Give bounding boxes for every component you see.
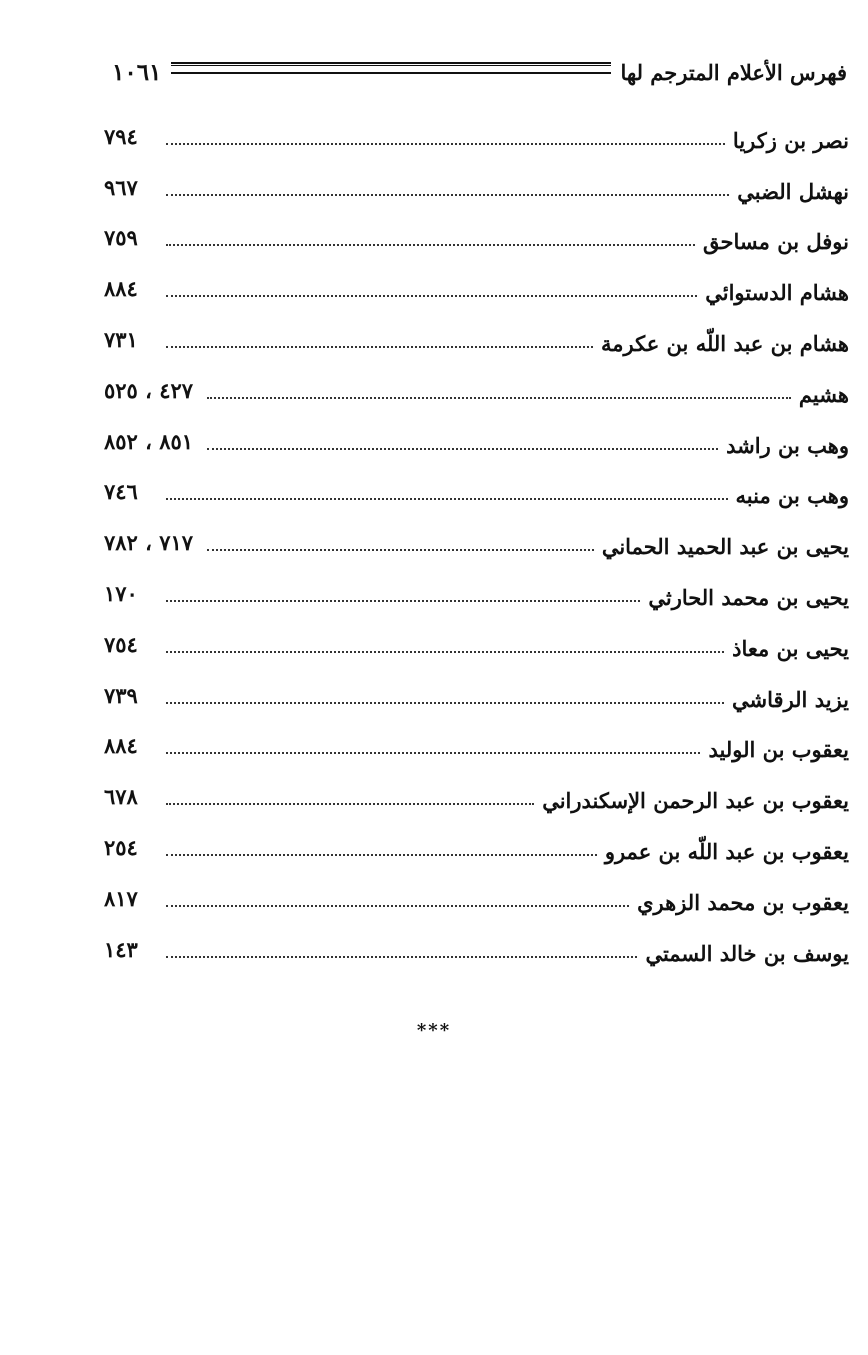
- entry-name: يعقوب بن عبد اللّه بن عمرو: [604, 838, 849, 864]
- index-entries: [104, 106, 849, 970]
- entry-name: نوفل بن مساحق: [703, 229, 849, 255]
- entry-pages: ١٧٠: [104, 580, 138, 606]
- index-entry: [104, 817, 849, 868]
- entry-pages: ٦٧٨: [104, 784, 138, 810]
- entry-pages: ٤٢٧ ، ٥٢٥: [104, 377, 194, 403]
- index-entry: [104, 106, 849, 157]
- index-entry: [104, 258, 849, 309]
- entry-pages: ٧٣١: [104, 326, 138, 352]
- dot-leader: [166, 955, 637, 958]
- end-ornament: ***: [416, 1020, 452, 1041]
- index-entry: [104, 665, 849, 716]
- entry-pages: ٨٥١ ، ٨٥٢: [104, 428, 194, 454]
- entry-name: يحيى بن عبد الحميد الحماني: [601, 534, 849, 560]
- dot-leader: [166, 294, 697, 297]
- dot-leader: [166, 904, 629, 907]
- dot-leader: [166, 497, 728, 500]
- dot-leader: [166, 599, 640, 602]
- entry-pages: ٧٥٤: [104, 631, 138, 657]
- index-entry: [104, 208, 849, 259]
- entry-name: يعقوب بن محمد الزهري: [637, 889, 849, 915]
- dot-leader: [166, 701, 724, 704]
- index-entry: [104, 563, 849, 614]
- index-entry: [104, 462, 849, 513]
- entry-pages: ٨١٧: [104, 885, 138, 911]
- page-header: [112, 52, 847, 92]
- entry-name: يعقوب بن عبد الرحمن الإسكندراني: [542, 788, 849, 814]
- entry-pages: ٨٨٤: [104, 733, 138, 759]
- index-entry: [104, 512, 849, 563]
- entry-name: يحيى بن معاذ: [732, 635, 849, 661]
- dot-leader: [166, 751, 700, 754]
- dot-leader: [166, 142, 725, 145]
- entry-pages: ٧١٧ ، ٧٨٢: [104, 530, 194, 556]
- index-entry: [104, 868, 849, 919]
- page-number: ١٠٦١: [112, 58, 162, 86]
- entry-pages: ٧٥٩: [104, 225, 138, 251]
- entry-name: هشام بن عبد اللّه بن عكرمة: [601, 330, 849, 356]
- entry-name: يعقوب بن الوليد: [708, 737, 849, 763]
- entry-name: يحيى بن محمد الحارثي: [648, 584, 849, 610]
- entry-pages: ١٤٣: [104, 936, 138, 962]
- index-entry: [104, 919, 849, 970]
- dot-leader: [166, 243, 695, 246]
- entry-pages: ٧٣٩: [104, 682, 138, 708]
- dot-leader: [166, 650, 724, 653]
- dot-leader: [207, 447, 718, 450]
- index-entry: [104, 157, 849, 208]
- index-entry: [104, 614, 849, 665]
- entry-name: وهب بن منبه: [735, 483, 849, 509]
- entry-pages: ٧٤٦: [104, 479, 138, 505]
- entry-pages: ٨٨٤: [104, 276, 138, 302]
- entry-name: يوسف بن خالد السمتي: [645, 940, 849, 966]
- page-title: فهرس الأعلام المترجم لها: [620, 59, 847, 85]
- index-entry: [104, 411, 849, 462]
- entry-name: وهب بن راشد: [726, 432, 849, 458]
- index-entry: [104, 716, 849, 767]
- header-rule: [171, 62, 610, 74]
- entry-name: نصر بن زكريا: [732, 127, 849, 153]
- entry-pages: ٢٥٤: [104, 834, 138, 860]
- entry-name: نهشل الضبي: [737, 178, 849, 204]
- entry-name: هشيم: [798, 381, 849, 407]
- index-entry: [104, 360, 849, 411]
- index-entry: [104, 309, 849, 360]
- dot-leader: [166, 802, 534, 805]
- entry-pages: ٩٦٧: [104, 174, 138, 200]
- entry-pages: ٧٩٤: [104, 123, 138, 149]
- dot-leader: [207, 548, 594, 551]
- dot-leader: [166, 193, 729, 196]
- entry-name: هشام الدستوائي: [705, 280, 849, 306]
- dot-leader: [166, 345, 593, 348]
- index-entry: [104, 766, 849, 817]
- entry-name: يزيد الرقاشي: [732, 686, 849, 712]
- dot-leader: [207, 396, 791, 399]
- dot-leader: [166, 853, 597, 856]
